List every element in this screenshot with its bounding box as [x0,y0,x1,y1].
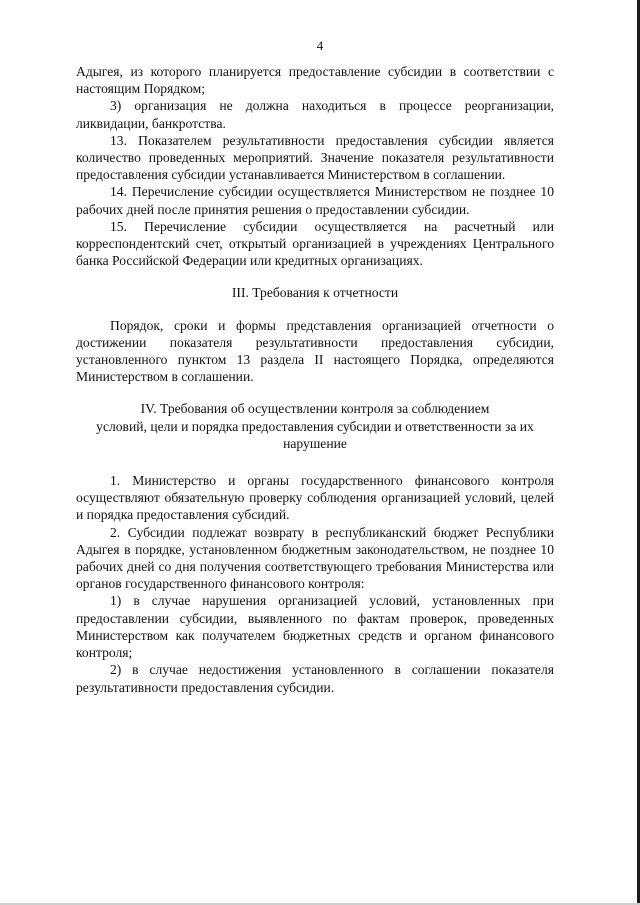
document-body [76,63,554,696]
paragraph-15: 15. Перечисление субсидии осуществляется на расчетный или корреспондентский счет, открытый организацией в учреждениях Центрального банка Российской Федерации или кредитных организациях. [76,218,554,269]
section-4-heading-line-1: IV. Требования об осуществлении контроля за соблюдением [140,401,490,417]
paragraph-13: 13. Показателем результативности предоставления субсидии является количество проведенных мероприятий. Значение показателя результативности предоставления субсидии устанавливается Министерством в соглашении. [76,132,554,183]
section-4-heading [76,400,554,452]
spacer [76,269,554,284]
spacer [76,302,554,317]
section-4-paragraph-2: 2. Субсидии подлежат возврату в республиканский бюджет Республики Адыгея в порядке, установленном бюджетным законодательством, не позднее 10 рабочих дней со дня получения соответствующего требования Министерства или органов государственного финансового контроля: [76,524,554,592]
paragraph-continuation: Адыгея, из которого планируется предоставление субсидии в соответствии с настоящим Порядком; [76,64,554,97]
section-3-paragraph: Порядок, сроки и формы представления организацией отчетности о достижении показателя результативности предоставления субсидии, установленного пунктом 13 раздела II настоящего Порядка, определяются Министерством в соглашении. [76,317,554,385]
section-3-heading: III. Требования к отчетности [231,285,399,301]
section-4-heading-line-2: условий, цели и порядка предоставления субсидии и ответственности за их [96,418,534,434]
page-number: 4 [316,38,324,53]
spacer [76,385,554,400]
spacer [76,452,554,472]
section-4-paragraph-1: 1. Министерство и органы государственного финансового контроля осуществляют обязательную проверку соблюдения организацией условий, целей и порядка предоставления субсидий. [76,473,554,523]
section-4-subparagraph-1: 1) в случае нарушения организацией условий, установленных при предоставлении субсидии, выявленного по фактам проверок, проведенных Министерством как получателем бюджетных средств и органом финансового контроля; [76,593,554,661]
paragraph-condition-3: 3) организация не должна находиться в процессе реорганизации, ликвидации, банкротства. [76,98,554,131]
section-4-heading-line-3: нарушение [283,435,347,451]
section-4-subparagraph-2: 2) в случае недостижения установленного в соглашении показателя результативности предоставления субсидии. [76,662,554,695]
paragraph-14: 14. Перечисление субсидии осуществляется Министерством не позднее 10 рабочих дней после принятия решения о предоставлении субсидии. [76,184,554,217]
